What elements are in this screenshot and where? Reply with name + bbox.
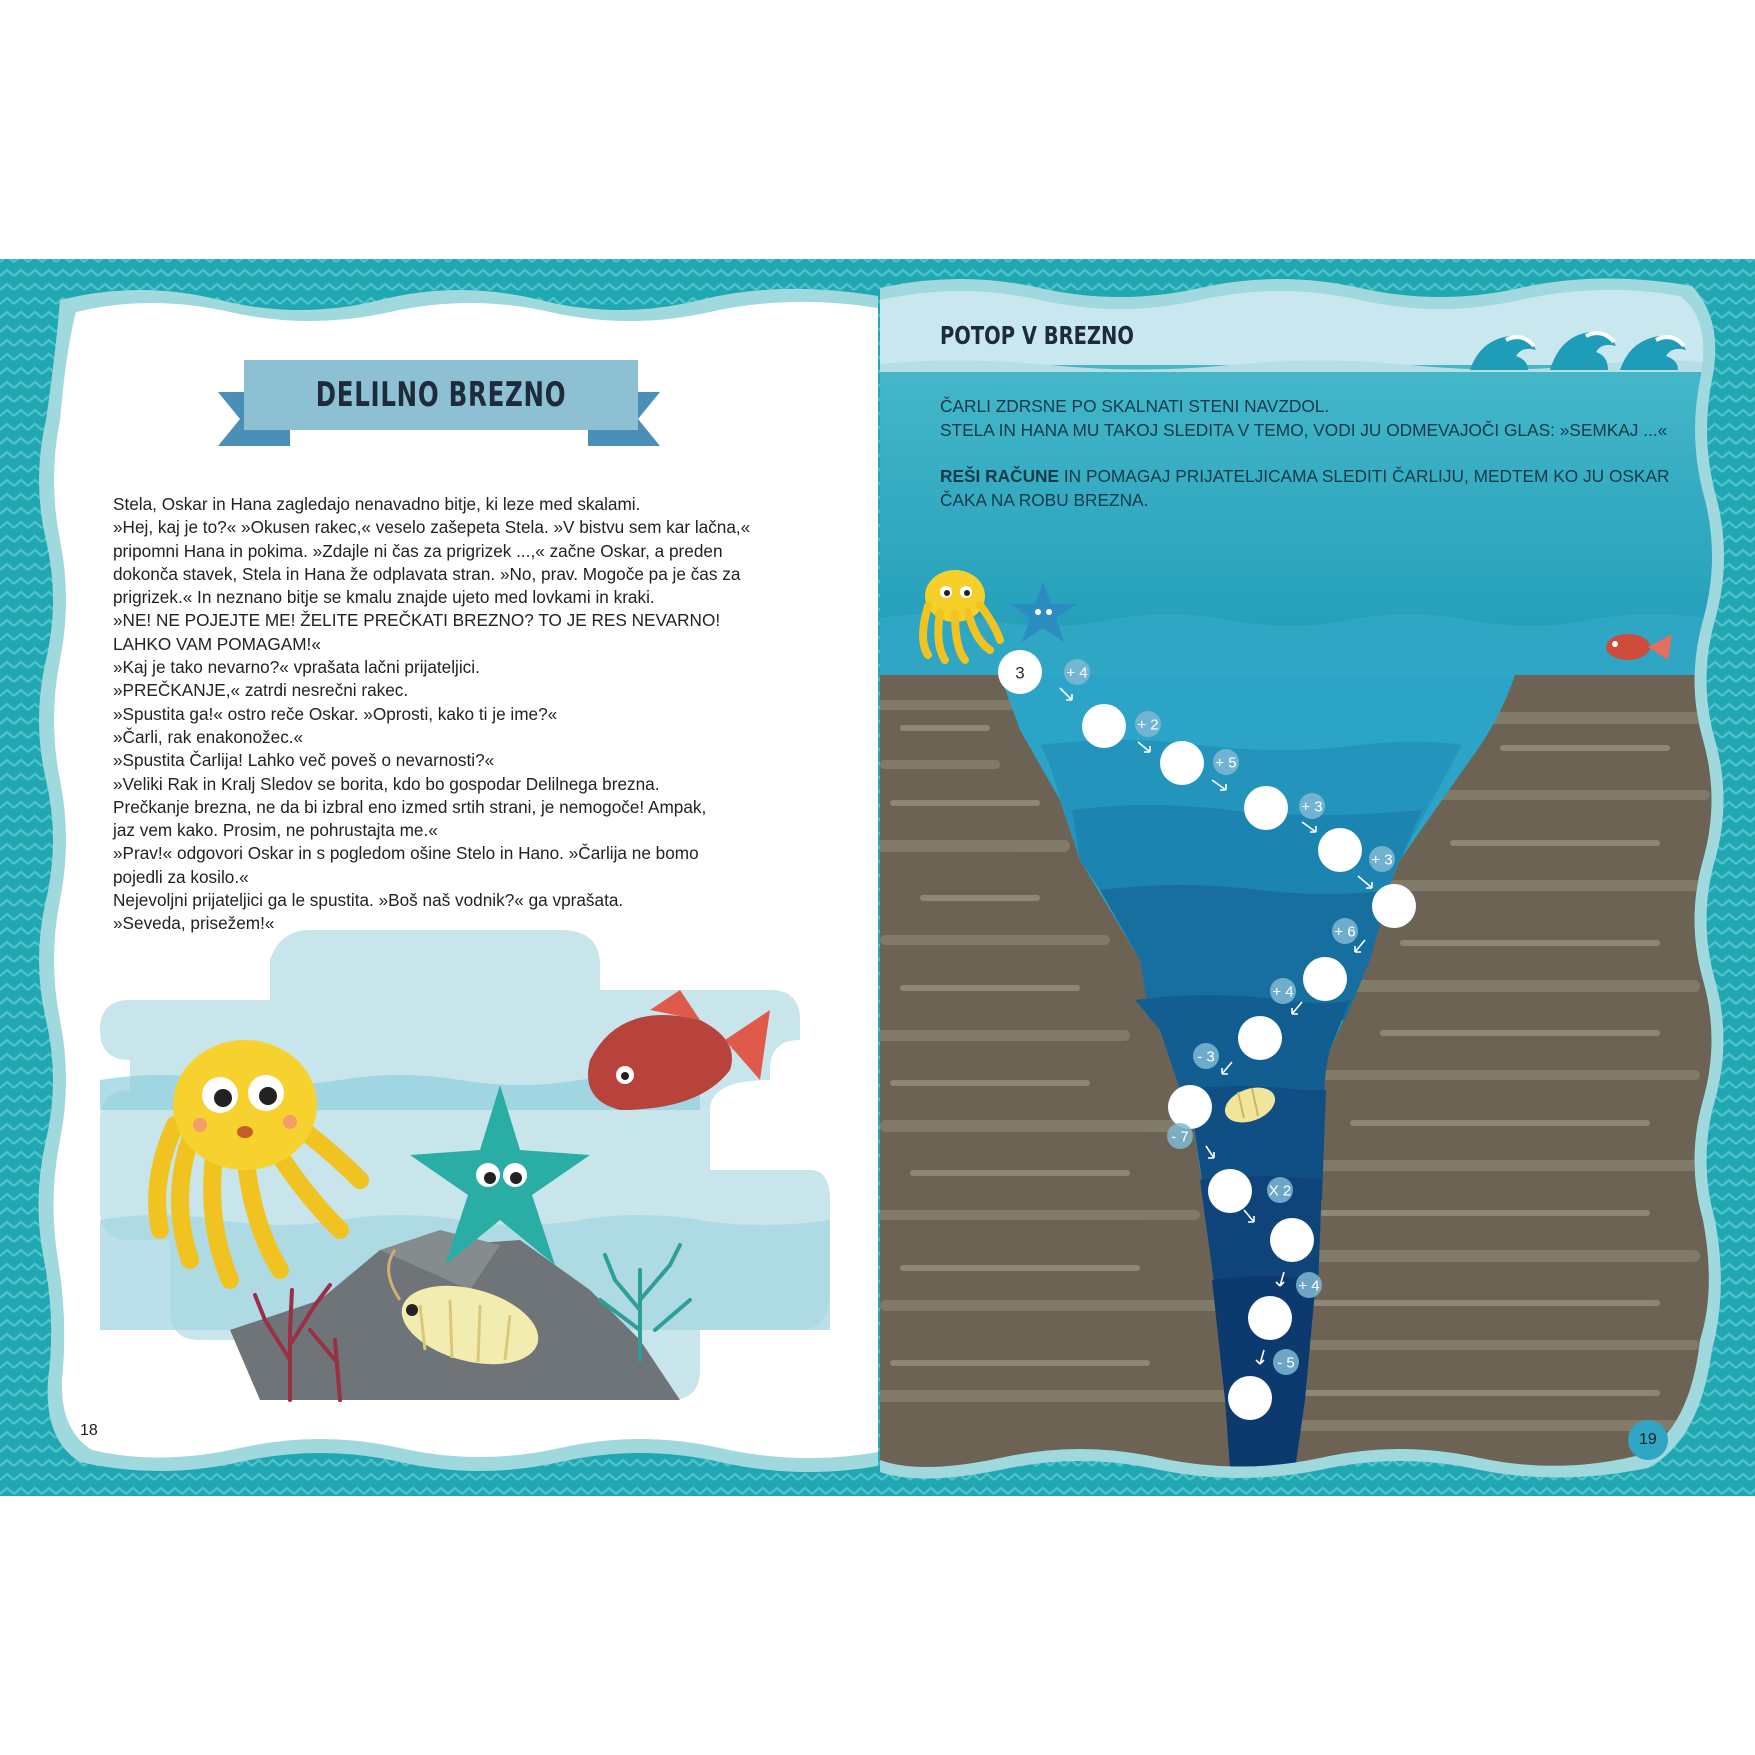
story-line: prigrizek.« In neznano bitje se kmalu znajde ujeto med lovkami in kraki. — [113, 587, 655, 608]
svg-text:+ 4: + 4 — [1066, 664, 1088, 682]
operation-badge — [1213, 749, 1239, 775]
task-bold: REŠI RAČUNE — [940, 466, 1060, 486]
story-line: »Prav!« odgovori Oskar in s pogledom ošine Stelo in Hano. »Čarlija ne bomo — [113, 843, 699, 864]
story-line: »Seveda, prisežem!« — [113, 913, 275, 934]
operation-badge — [1369, 846, 1395, 872]
story-line: »Čarli, rak enakonožec.« — [113, 726, 304, 747]
svg-text:- 7: - 7 — [1171, 1128, 1189, 1146]
story-line: pojedli za kosilo.« — [113, 866, 249, 887]
page-title: DELILNO BREZNO — [315, 375, 567, 415]
story-line: Prečkanje brezna, ne da bi izbral eno izmed srtih strani, je nemogoče! Ampak, — [113, 796, 707, 817]
story-line: dokonča stavek, Stela in Hana že odplavata stran. »No, prav. Mogoče pa je čas za — [113, 563, 741, 584]
story-line: »Kaj je tako nevarno?« vprašata lačni prijateljici. — [113, 657, 480, 678]
svg-text:+ 2: + 2 — [1137, 716, 1159, 734]
task-line-2: ČAKA NA ROBU BREZNA. — [940, 489, 1149, 510]
operation-badge — [1267, 1177, 1293, 1203]
svg-text:+ 6: + 6 — [1334, 923, 1356, 941]
svg-text:3: 3 — [1015, 663, 1025, 683]
operation-badge — [1064, 659, 1090, 685]
story-line: »Veliki Rak in Kralj Sledov se borita, kdo bo gospodar Delilnega brezna. — [113, 773, 660, 794]
operation-badge — [1332, 918, 1358, 944]
svg-text:- 3: - 3 — [1197, 1048, 1215, 1066]
svg-text:+ 4: + 4 — [1298, 1277, 1320, 1295]
svg-text:+ 4: + 4 — [1272, 983, 1294, 1001]
operation-badge — [1193, 1043, 1219, 1069]
activity-title: POTOP V BREZNO — [940, 321, 1134, 350]
activity-intro — [940, 395, 1680, 512]
story-line: »NE! NE POJEJTE ME! ŽELITE PREČKATI BREZNO? TO JE RES NEVARNO! — [113, 610, 721, 631]
operation-badge — [1167, 1123, 1193, 1149]
task-rest: IN POMAGAJ PRIJATELJICAMA SLEDITI ČARLIJU, MEDTEM KO JU OSKAR — [1059, 466, 1670, 486]
operation-badge — [1296, 1272, 1322, 1298]
story-line: LAHKO VAM POMAGAM!« — [113, 633, 321, 654]
story-line: »Spustita ga!« ostro reče Oskar. »Oprosti, kako ti je ime?« — [113, 703, 558, 724]
svg-text:+ 5: + 5 — [1215, 754, 1237, 772]
story-text — [113, 493, 753, 936]
svg-text:+ 3: + 3 — [1371, 851, 1393, 869]
operation-badge — [1270, 978, 1296, 1004]
story-line: Stela, Oskar in Hana zagledajo nenavadno bitje, ki leze med skalami. — [113, 494, 641, 514]
svg-text:X 2: X 2 — [1268, 1182, 1292, 1200]
operation-badge — [1299, 793, 1325, 819]
start-number — [998, 650, 1042, 694]
intro-line: ČARLI ZDRSNE PO SKALNATI STENI NAVZDOL. — [940, 396, 1330, 416]
story-line: »Spustita Čarlija! Lahko več poveš o nevarnosti?« — [113, 750, 495, 771]
operation-badge — [1135, 711, 1161, 737]
story-line: »Hej, kaj je to?« »Okusen rakec,« veselo zašepeta Stela. »V bistvu sem kar lačna,« — [113, 517, 751, 538]
page-number-right: 19 — [1639, 1431, 1657, 1448]
story-line: jaz vem kako. Prosim, ne pohrustajta me.« — [113, 820, 438, 841]
operation-badge — [1273, 1349, 1299, 1375]
story-line: Nejevoljni prijateljici ga le spustita. »Boš naš vodnik?« ga vprašata. — [113, 890, 624, 911]
page-number-left: 18 — [80, 1422, 98, 1439]
story-line: »PREČKANJE,« zatrdi nesrečni rakec. — [113, 680, 409, 701]
svg-text:- 5: - 5 — [1277, 1354, 1295, 1372]
intro-line: STELA IN HANA MU TAKOJ SLEDITA V TEMO, VODI JU ODMEVAJOČI GLAS: »SEMKAJ ...« — [940, 419, 1668, 440]
task-line — [940, 465, 1680, 489]
story-line: pripomni Hana in pokima. »Zdajle ni čas za prigrizek ...,« začne Oskar, a preden — [113, 540, 723, 561]
svg-text:+ 3: + 3 — [1301, 798, 1323, 816]
